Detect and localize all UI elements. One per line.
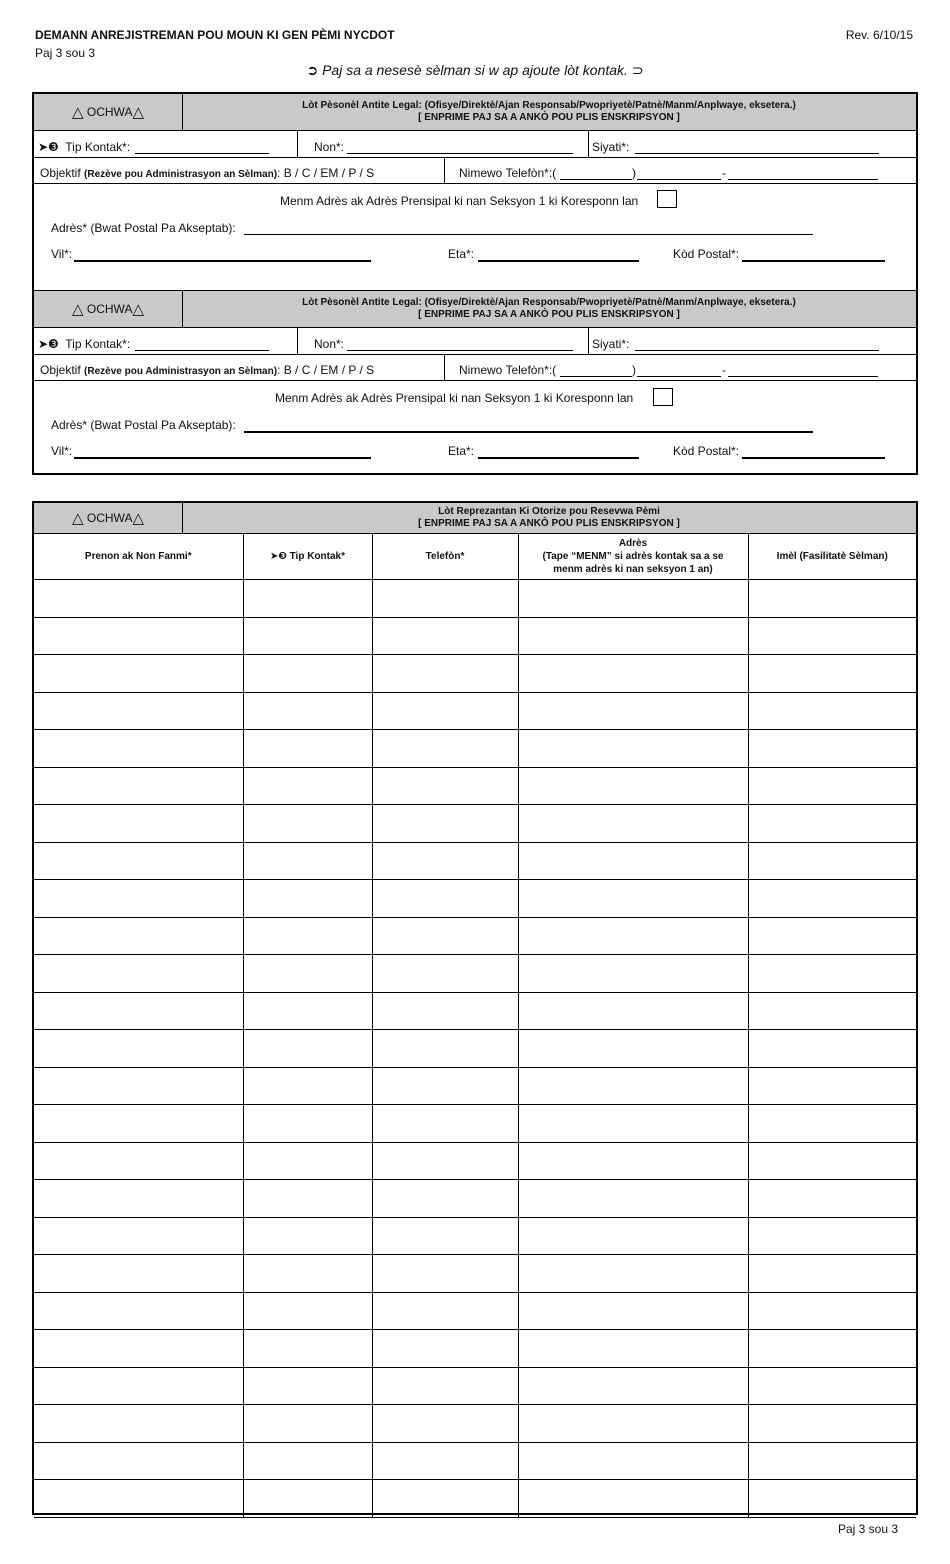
name-cell[interactable] <box>34 1405 243 1443</box>
phone-line-input[interactable] <box>728 179 878 180</box>
phone-cell[interactable] <box>372 1030 518 1068</box>
email-cell[interactable] <box>748 1142 916 1180</box>
phone-dash: - <box>722 363 726 377</box>
email-cell[interactable] <box>748 805 916 843</box>
triangle-icon: △ <box>132 103 144 121</box>
address-cell[interactable] <box>518 1442 748 1480</box>
tip-kontak-label <box>38 140 130 154</box>
name-cell[interactable] <box>34 1255 243 1293</box>
kod-input[interactable] <box>742 457 885 459</box>
name-cell[interactable] <box>34 1105 243 1143</box>
table-row <box>34 1480 916 1518</box>
table-row <box>34 1217 916 1255</box>
phone-cell[interactable] <box>372 1330 518 1368</box>
tip-kontak-cell[interactable] <box>243 880 372 918</box>
address-cell[interactable] <box>518 692 748 730</box>
name-cell[interactable] <box>34 880 243 918</box>
address-cell[interactable] <box>518 655 748 693</box>
ochwa-cell <box>34 291 183 327</box>
email-cell[interactable] <box>748 1367 916 1405</box>
name-cell[interactable] <box>34 580 243 618</box>
footer-page-indicator: Paj 3 sou 3 <box>837 1522 898 1536</box>
triangle-icon: △ <box>72 103 84 121</box>
tip-kontak-input[interactable] <box>135 350 269 351</box>
tip-kontak-cell[interactable] <box>243 955 372 993</box>
table-row <box>34 955 916 993</box>
kod-input[interactable] <box>742 260 885 262</box>
email-cell[interactable] <box>748 1255 916 1293</box>
table-row <box>34 917 916 955</box>
eta-label: Eta*: <box>448 444 475 458</box>
name-cell[interactable] <box>34 917 243 955</box>
kod-label: Kòd Postal*: <box>673 247 740 261</box>
column-header-tip-kontak: ➤❸ Tip Kontak* <box>243 533 372 580</box>
tip-kontak-cell[interactable] <box>243 1367 372 1405</box>
eta-input[interactable] <box>478 260 639 262</box>
email-cell[interactable] <box>748 655 916 693</box>
table-row <box>34 880 916 918</box>
email-cell[interactable] <box>748 1067 916 1105</box>
address-cell[interactable] <box>518 617 748 655</box>
name-cell[interactable] <box>34 730 243 768</box>
column-header-email: Imèl (Fasilitatè Sèlman) <box>748 533 916 580</box>
tip-kontak-cell[interactable] <box>243 692 372 730</box>
siyati-input[interactable] <box>635 153 879 154</box>
phone-area-input[interactable] <box>560 179 632 180</box>
title-line: Lòt Pèsonèl Antite Legal: (Ofisye/Direktè/Ajan Responsab/Pwopriyetè/Patnè/Manm/Anplwaye, eksetera.) <box>302 100 796 111</box>
email-cell[interactable] <box>748 1030 916 1068</box>
tip-kontak-cell[interactable] <box>243 1180 372 1218</box>
phone-dash: - <box>722 166 726 180</box>
title-line: Lòt Reprezantan Ki Otorize pou Resevwa Pèmi <box>438 506 660 517</box>
tip-kontak-cell[interactable] <box>243 617 372 655</box>
table-row <box>34 805 916 843</box>
phone-paren: ) <box>632 363 636 377</box>
phone-cell[interactable] <box>372 1480 518 1518</box>
vil-input[interactable] <box>74 260 371 262</box>
revision-date: Rev. 6/10/15 <box>845 28 913 42</box>
table-row <box>34 730 916 768</box>
siyati-label: Siyati*: <box>592 337 630 351</box>
representatives-header <box>34 503 916 534</box>
siyati-label: Siyati*: <box>592 140 630 154</box>
address-cell[interactable] <box>518 1030 748 1068</box>
phone-cell[interactable] <box>372 1180 518 1218</box>
address-cell[interactable] <box>518 1405 748 1443</box>
address-cell[interactable] <box>518 767 748 805</box>
email-cell[interactable] <box>748 842 916 880</box>
phone-cell[interactable] <box>372 580 518 618</box>
label-text: Objektif <box>40 363 81 377</box>
table-row <box>34 1405 916 1443</box>
address-cell[interactable] <box>518 1217 748 1255</box>
vil-input[interactable] <box>74 457 371 459</box>
triangle-icon: △ <box>72 300 84 318</box>
name-cell[interactable] <box>34 617 243 655</box>
phone-label <box>459 363 556 377</box>
phone-cell[interactable] <box>372 767 518 805</box>
phone-cell[interactable] <box>372 655 518 693</box>
name-cell[interactable] <box>34 1480 243 1518</box>
table-row <box>34 1330 916 1368</box>
name-cell[interactable] <box>34 1217 243 1255</box>
name-cell[interactable] <box>34 1030 243 1068</box>
title-line: Lòt Pèsonèl Antite Legal: (Ofisye/Direktè/Ajan Responsab/Pwopriyetè/Patnè/Manm/Anplwaye, eksetera.) <box>302 297 796 308</box>
triangle-icon: △ <box>72 509 84 527</box>
title-line: [ ENPRIME PAJ SA A ANKÒ POU PLIS ENSKRIPSYON ] <box>418 309 680 320</box>
name-cell[interactable] <box>34 1142 243 1180</box>
phone-cell[interactable] <box>372 805 518 843</box>
address-cell[interactable] <box>518 842 748 880</box>
objektif-codes: : B / C / EM / P / S <box>277 363 375 377</box>
table-row <box>34 1142 916 1180</box>
email-cell[interactable] <box>748 955 916 993</box>
email-cell[interactable] <box>748 992 916 1030</box>
table-row <box>34 1180 916 1218</box>
table-row <box>34 1030 916 1068</box>
kod-label: Kòd Postal*: <box>673 444 740 458</box>
contact-block-header <box>34 290 916 328</box>
address-cell[interactable] <box>518 730 748 768</box>
representatives-title <box>182 503 916 533</box>
phone-cell[interactable] <box>372 1142 518 1180</box>
same-address-label: Menm Adrès ak Adrès Prensipal ki nan Seksyon 1 ki Koresponn lan <box>275 391 634 405</box>
objektif-label <box>40 166 374 180</box>
phone-label <box>459 166 556 180</box>
name-cell[interactable] <box>34 692 243 730</box>
address-cell[interactable] <box>518 1330 748 1368</box>
header-line: menm adrès ki nan seksyon 1 an) <box>553 563 713 575</box>
label-note: (Rezève pou Administrasyon an Sèlman) <box>84 366 278 377</box>
label-note: (Rezève pou Administrasyon an Sèlman) <box>84 169 278 180</box>
tip-kontak-input[interactable] <box>135 153 269 154</box>
label-text: Tip Kontak*: <box>65 140 131 154</box>
tip-kontak-cell[interactable] <box>243 842 372 880</box>
table-row <box>34 692 916 730</box>
instruction-text: Paj sa a nesesè sèlman si w ap ajoute lòt kontak. <box>322 62 628 78</box>
representatives-table <box>34 533 916 1518</box>
table-row <box>34 767 916 805</box>
phone-cell[interactable] <box>372 992 518 1030</box>
tip-kontak-cell[interactable] <box>243 580 372 618</box>
name-cell[interactable] <box>34 1067 243 1105</box>
contact-block-header <box>34 94 916 131</box>
label-text: Tip Kontak*: <box>65 337 131 351</box>
name-cell[interactable] <box>34 992 243 1030</box>
tip-kontak-cell[interactable] <box>243 917 372 955</box>
label-text: Nimewo Telefòn*:( <box>459 363 557 377</box>
tip-kontak-cell[interactable] <box>243 805 372 843</box>
name-cell[interactable] <box>34 1330 243 1368</box>
table-header-row <box>34 533 916 580</box>
name-cell[interactable] <box>34 1367 243 1405</box>
header-line: Adrès <box>618 537 648 549</box>
email-cell[interactable] <box>748 1405 916 1443</box>
address-cell[interactable] <box>518 1142 748 1180</box>
name-cell[interactable] <box>34 842 243 880</box>
email-cell[interactable] <box>748 1480 916 1518</box>
address-cell[interactable] <box>518 1180 748 1218</box>
column-header-phone: Telefòn* <box>372 533 518 580</box>
column-header-name: Prenon ak Non Fanmi* <box>34 533 243 580</box>
phone-cell[interactable] <box>372 1442 518 1480</box>
tip-kontak-cell[interactable] <box>243 1405 372 1443</box>
non-input[interactable] <box>347 153 573 154</box>
tip-kontak-cell[interactable] <box>243 1217 372 1255</box>
name-cell[interactable] <box>34 1292 243 1330</box>
phone-cell[interactable] <box>372 730 518 768</box>
address-cell[interactable] <box>518 955 748 993</box>
arrow-return-icon: ⊃ <box>631 62 644 78</box>
vil-label: Vil*: <box>51 444 73 458</box>
address-cell[interactable] <box>518 880 748 918</box>
tip-kontak-cell[interactable] <box>243 1255 372 1293</box>
phone-cell[interactable] <box>372 842 518 880</box>
section-3-marker-icon: ➤❸ <box>38 140 59 154</box>
objektif-label <box>40 363 374 377</box>
non-label: Non*: <box>314 140 345 154</box>
email-cell[interactable] <box>748 580 916 618</box>
email-cell[interactable] <box>748 1442 916 1480</box>
address-cell[interactable] <box>518 1480 748 1518</box>
tip-kontak-cell[interactable] <box>243 1030 372 1068</box>
address-cell[interactable] <box>518 580 748 618</box>
email-cell[interactable] <box>748 730 916 768</box>
email-cell[interactable] <box>748 767 916 805</box>
name-cell[interactable] <box>34 1442 243 1480</box>
phone-cell[interactable] <box>372 917 518 955</box>
tip-kontak-cell[interactable] <box>243 655 372 693</box>
phone-cell[interactable] <box>372 617 518 655</box>
page-indicator: Paj 3 sou 3 <box>35 46 96 60</box>
title-line: [ ENPRIME PAJ SA A ANKÒ POU PLIS ENSKRIPSYON ] <box>418 112 680 123</box>
table-row <box>34 992 916 1030</box>
table-row <box>34 1105 916 1143</box>
tip-kontak-cell[interactable] <box>243 1330 372 1368</box>
table-row <box>34 1255 916 1293</box>
triangle-icon: △ <box>132 300 144 318</box>
ochwa-cell <box>34 503 183 533</box>
address-cell[interactable] <box>518 992 748 1030</box>
representatives-section <box>32 501 918 1515</box>
table-row <box>34 655 916 693</box>
phone-cell[interactable] <box>372 880 518 918</box>
phone-prefix-input[interactable] <box>637 376 721 377</box>
email-cell[interactable] <box>748 692 916 730</box>
name-cell[interactable] <box>34 1180 243 1218</box>
name-cell[interactable] <box>34 805 243 843</box>
contact-block-1 <box>32 92 918 292</box>
name-cell[interactable] <box>34 955 243 993</box>
address-label: Adrès* (Bwat Postal Pa Akseptab): <box>51 221 236 235</box>
contact-block-title <box>182 94 916 130</box>
address-cell[interactable] <box>518 1292 748 1330</box>
address-cell[interactable] <box>518 1367 748 1405</box>
phone-cell[interactable] <box>372 692 518 730</box>
header-line: (Tape “MENM” si adrès kontak sa a se <box>542 550 724 562</box>
tip-kontak-cell[interactable] <box>243 730 372 768</box>
email-cell[interactable] <box>748 917 916 955</box>
table-row <box>34 1292 916 1330</box>
email-cell[interactable] <box>748 1292 916 1330</box>
address-cell[interactable] <box>518 1105 748 1143</box>
tip-kontak-label <box>38 337 130 351</box>
email-cell[interactable] <box>748 880 916 918</box>
same-address-checkbox[interactable] <box>653 388 673 406</box>
arrow-right-icon: ➲ <box>306 62 319 78</box>
phone-cell[interactable] <box>372 1105 518 1143</box>
tip-kontak-cell[interactable] <box>243 1442 372 1480</box>
column-header-address <box>518 533 748 580</box>
phone-line-input[interactable] <box>728 376 878 377</box>
tip-kontak-cell[interactable] <box>243 1105 372 1143</box>
title-line: [ ENPRIME PAJ SA A ANKÒ POU PLIS ENSKRIPSYON ] <box>418 518 680 529</box>
address-cell[interactable] <box>518 805 748 843</box>
address-cell[interactable] <box>518 1255 748 1293</box>
phone-cell[interactable] <box>372 1255 518 1293</box>
email-cell[interactable] <box>748 1217 916 1255</box>
table-row <box>34 580 916 618</box>
address-cell[interactable] <box>518 917 748 955</box>
name-cell[interactable] <box>34 655 243 693</box>
ochwa-label: OCHWA <box>86 511 133 525</box>
tip-kontak-cell[interactable] <box>243 1480 372 1518</box>
objektif-codes: : B / C / EM / P / S <box>277 166 375 180</box>
phone-cell[interactable] <box>372 955 518 993</box>
same-address-checkbox[interactable] <box>657 190 677 208</box>
name-cell[interactable] <box>34 767 243 805</box>
non-label: Non*: <box>314 337 345 351</box>
table-row <box>34 1442 916 1480</box>
form-title: DEMANN ANREJISTREMAN POU MOUN KI GEN PÈMI NYCDOT <box>35 28 395 42</box>
tip-kontak-cell[interactable] <box>243 767 372 805</box>
table-row <box>34 1367 916 1405</box>
tip-kontak-cell[interactable] <box>243 992 372 1030</box>
phone-cell[interactable] <box>372 1292 518 1330</box>
ochwa-label: OCHWA <box>86 105 133 119</box>
contact-block-2 <box>32 290 918 475</box>
contact-block-title <box>182 291 916 327</box>
email-cell[interactable] <box>748 1180 916 1218</box>
tip-kontak-cell[interactable] <box>243 1142 372 1180</box>
ochwa-cell <box>34 94 183 130</box>
eta-input[interactable] <box>478 457 639 459</box>
table-row <box>34 842 916 880</box>
phone-area-input[interactable] <box>560 376 632 377</box>
table-row <box>34 1067 916 1105</box>
tip-kontak-cell[interactable] <box>243 1067 372 1105</box>
tip-kontak-cell[interactable] <box>243 1292 372 1330</box>
address-cell[interactable] <box>518 1067 748 1105</box>
section-3-marker-icon: ➤❸ <box>38 337 59 351</box>
eta-label: Eta*: <box>448 247 475 261</box>
triangle-icon: △ <box>132 509 144 527</box>
phone-cell[interactable] <box>372 1217 518 1255</box>
phone-prefix-input[interactable] <box>637 179 721 180</box>
table-row <box>34 617 916 655</box>
email-cell[interactable] <box>748 1105 916 1143</box>
vil-label: Vil*: <box>51 247 73 261</box>
phone-cell[interactable] <box>372 1367 518 1405</box>
instruction-note <box>0 62 950 79</box>
email-cell[interactable] <box>748 1330 916 1368</box>
email-cell[interactable] <box>748 617 916 655</box>
ochwa-label: OCHWA <box>86 302 133 316</box>
same-address-label: Menm Adrès ak Adrès Prensipal ki nan Seksyon 1 ki Koresponn lan <box>280 194 639 208</box>
address-input[interactable] <box>244 234 813 235</box>
phone-cell[interactable] <box>372 1405 518 1443</box>
label-text: Objektif <box>40 166 81 180</box>
label-text: Nimewo Telefòn*:( <box>459 166 557 180</box>
phone-cell[interactable] <box>372 1067 518 1105</box>
address-input[interactable] <box>244 431 813 433</box>
non-input[interactable] <box>347 350 573 351</box>
siyati-input[interactable] <box>635 350 879 351</box>
phone-paren: ) <box>632 166 636 180</box>
address-label: Adrès* (Bwat Postal Pa Akseptab): <box>51 418 236 432</box>
